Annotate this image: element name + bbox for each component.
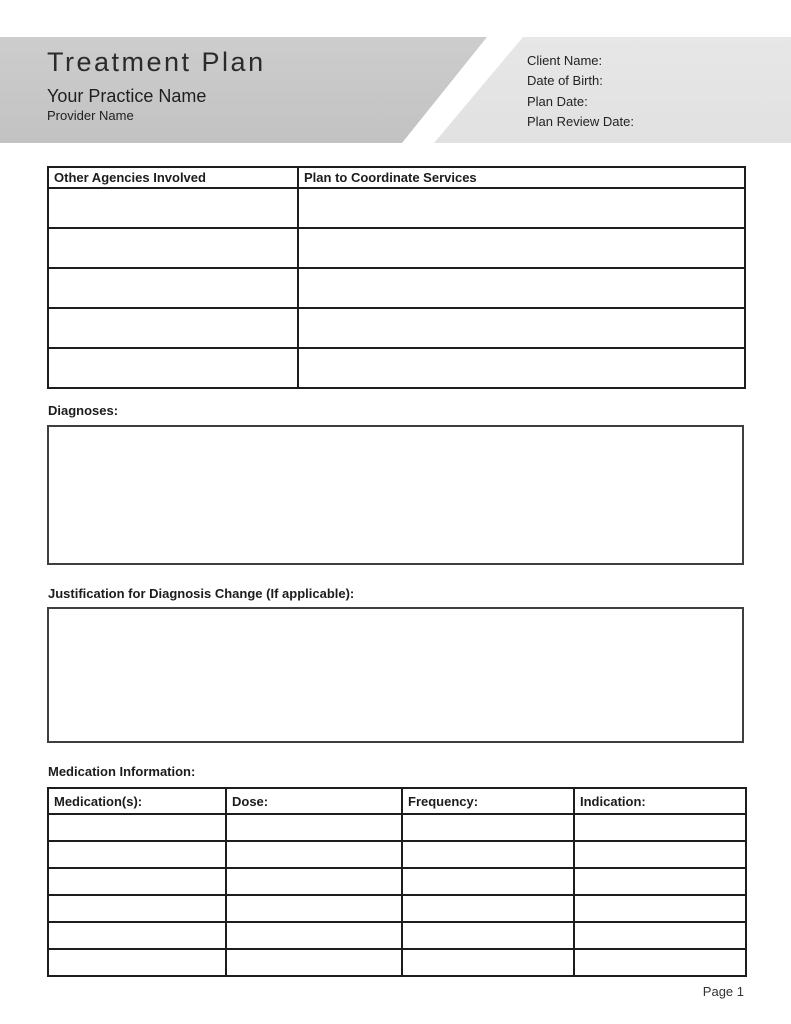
medication-cell[interactable] xyxy=(48,868,226,895)
column-header-medication: Medication(s): xyxy=(48,788,226,814)
agencies-cell[interactable] xyxy=(48,348,298,388)
agencies-table xyxy=(47,166,746,389)
table-row xyxy=(48,228,745,268)
column-header-other-agencies: Other Agencies Involved xyxy=(48,167,298,188)
medication-cell[interactable] xyxy=(48,949,226,976)
agencies-cell[interactable] xyxy=(48,268,298,308)
medication-table-header-row xyxy=(48,788,746,814)
medication-cell[interactable] xyxy=(226,949,402,976)
table-row xyxy=(48,814,746,841)
medication-table xyxy=(47,787,747,977)
medication-cell[interactable] xyxy=(402,814,574,841)
medication-cell[interactable] xyxy=(48,814,226,841)
plan-date-label: Plan Date: xyxy=(527,93,588,109)
table-row xyxy=(48,841,746,868)
column-header-indication: Indication: xyxy=(574,788,746,814)
agencies-cell[interactable] xyxy=(298,268,745,308)
agencies-cell[interactable] xyxy=(48,308,298,348)
table-row xyxy=(48,308,745,348)
medication-cell[interactable] xyxy=(574,922,746,949)
page-title: Treatment Plan xyxy=(47,47,266,77)
medication-cell[interactable] xyxy=(402,868,574,895)
diagnoses-label: Diagnoses: xyxy=(48,403,119,418)
client-name-label: Client Name: xyxy=(527,53,603,68)
justification-label: Justification for Diagnosis Change (If applicable): xyxy=(48,586,355,601)
table-row xyxy=(48,949,746,976)
medication-cell[interactable] xyxy=(226,922,402,949)
table-row xyxy=(48,868,746,895)
client-info-block xyxy=(527,51,634,132)
medication-cell[interactable] xyxy=(574,895,746,922)
diagnoses-field[interactable] xyxy=(47,425,744,565)
table-row xyxy=(48,188,745,228)
medication-cell[interactable] xyxy=(402,949,574,976)
practice-name: Your Practice Name xyxy=(47,86,207,106)
medication-cell[interactable] xyxy=(226,814,402,841)
column-header-dose: Dose: xyxy=(226,788,402,814)
medication-cell[interactable] xyxy=(402,841,574,868)
agencies-cell[interactable] xyxy=(48,228,298,268)
medication-cell[interactable] xyxy=(48,895,226,922)
medication-cell[interactable] xyxy=(574,949,746,976)
justification-field[interactable] xyxy=(47,607,744,743)
agencies-cell[interactable] xyxy=(298,228,745,268)
agencies-cell[interactable] xyxy=(298,308,745,348)
agencies-cell[interactable] xyxy=(298,348,745,388)
column-header-frequency: Frequency: xyxy=(402,788,574,814)
header xyxy=(0,37,791,143)
plan-review-date-label: Plan Review Date: xyxy=(527,113,634,129)
table-row xyxy=(48,895,746,922)
medication-cell[interactable] xyxy=(574,841,746,868)
table-row xyxy=(48,922,746,949)
medication-cell[interactable] xyxy=(402,922,574,949)
medication-cell[interactable] xyxy=(226,841,402,868)
provider-name: Provider Name xyxy=(47,108,134,123)
date-of-birth-label: Date of Birth: xyxy=(527,73,603,89)
medication-cell[interactable] xyxy=(48,922,226,949)
agencies-cell[interactable] xyxy=(298,188,745,228)
medication-info-label: Medication Information: xyxy=(48,764,196,779)
agencies-table-header-row xyxy=(48,167,745,188)
medication-cell[interactable] xyxy=(226,868,402,895)
column-header-plan-coordinate: Plan to Coordinate Services xyxy=(298,167,745,188)
medication-cell[interactable] xyxy=(402,895,574,922)
table-row xyxy=(48,348,745,388)
medication-cell[interactable] xyxy=(48,841,226,868)
page-number: Page 1 xyxy=(702,984,744,999)
medication-cell[interactable] xyxy=(574,868,746,895)
medication-cell[interactable] xyxy=(574,814,746,841)
table-row xyxy=(48,268,745,308)
medication-cell[interactable] xyxy=(226,895,402,922)
agencies-cell[interactable] xyxy=(48,188,298,228)
